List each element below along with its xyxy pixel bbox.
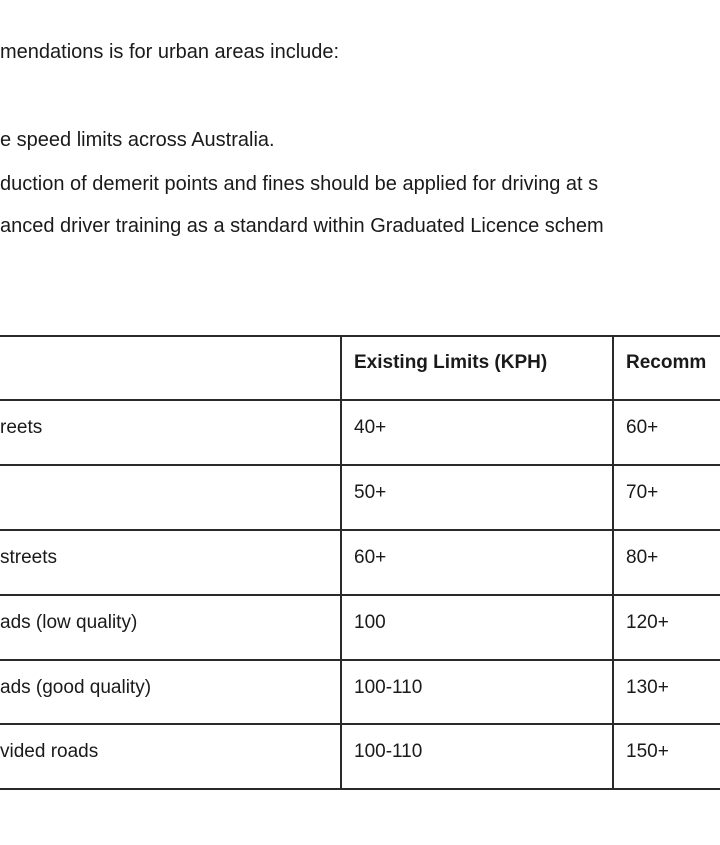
table-cell-recommended: 120+ (626, 612, 669, 633)
recommendation-item: e speed limits across Australia. (0, 129, 275, 151)
recommendation-item: anced driver training as a standard within Graduated Licence schem (0, 215, 604, 237)
intro-text: mendations is for urban areas include: (0, 41, 340, 63)
table-cell-road: ads (good quality) (0, 677, 152, 698)
table-cell-road: ads (low quality) (0, 612, 138, 633)
table-cell-road: reets (0, 417, 43, 438)
table-cell-road: vided roads (0, 741, 99, 762)
table-cell-recommended: 70+ (626, 482, 659, 503)
table-cell-recommended: 130+ (626, 677, 669, 698)
table-cell-recommended: 60+ (626, 417, 659, 438)
table-cell-recommended: 80+ (626, 547, 659, 568)
table-cell-existing: 40+ (354, 417, 387, 438)
table-header-existing: Existing Limits (KPH) (354, 352, 548, 373)
table-cell-existing: 100-110 (354, 741, 423, 762)
recommendation-item: duction of demerit points and fines should be applied for driving at s (0, 173, 599, 195)
table-cell-recommended: 150+ (626, 741, 669, 762)
table-cell-existing: 100-110 (354, 677, 423, 698)
table-border (340, 335, 342, 790)
table-cell-existing: 60+ (354, 547, 387, 568)
table-border (612, 335, 614, 790)
table-header-recommended: Recomm (626, 352, 707, 373)
table-cell-road: streets (0, 547, 58, 568)
table-cell-existing: 50+ (354, 482, 387, 503)
table-cell-existing: 100 (354, 612, 386, 633)
